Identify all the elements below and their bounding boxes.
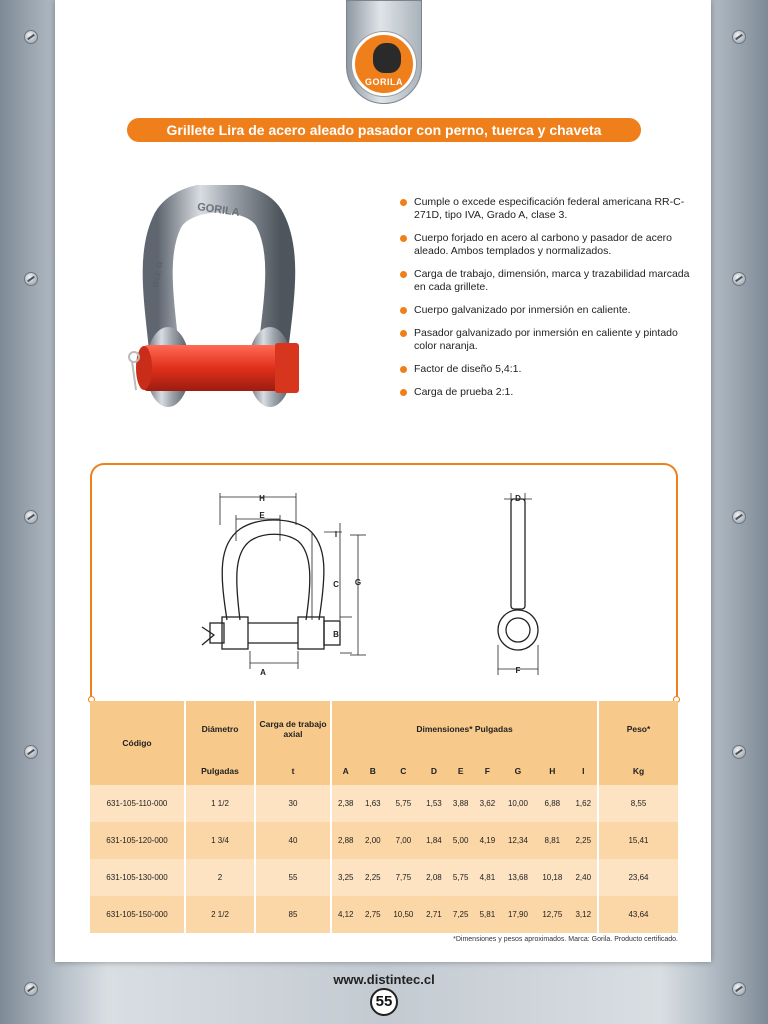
shackle-side-mark: WLL 4t (150, 260, 165, 289)
cell-dim: 1,63 (359, 785, 386, 822)
cell-dim: 2,40 (570, 859, 598, 896)
cell-peso: 43,64 (598, 896, 678, 933)
table-row (90, 822, 678, 859)
cell-dim: 2,00 (359, 822, 386, 859)
dim-label-a: A (260, 668, 266, 677)
table-row (90, 785, 678, 822)
col-header-carga: Carga de trabajo axial (255, 701, 331, 757)
screw-icon (732, 272, 746, 286)
cell-carga: 55 (255, 859, 331, 896)
dim-label-b: B (333, 630, 339, 639)
dim-label-f: F (515, 666, 521, 675)
cell-diametro: 2 (185, 859, 255, 896)
cell-dim: 5,75 (447, 859, 474, 896)
col-header-peso: Peso* (598, 701, 678, 757)
website-url[interactable]: www.distintec.cl (333, 972, 435, 987)
specs-table (90, 701, 678, 933)
feature-item: Cuerpo galvanizado por inmersión en caliente. (400, 304, 690, 317)
bullet-icon (400, 235, 407, 242)
bullet-icon (400, 307, 407, 314)
cell-dim: 2,71 (421, 896, 448, 933)
dim-header: G (501, 757, 535, 785)
table-row (90, 859, 678, 896)
cell-dim: 7,00 (386, 822, 420, 859)
feature-item: Carga de trabajo, dimensión, marca y trazabilidad marcada en cada grillete. (400, 268, 690, 294)
cell-dim: 2,25 (359, 859, 386, 896)
feature-list (400, 196, 690, 409)
dim-header: B (359, 757, 386, 785)
dim-header: E (447, 757, 474, 785)
dim-label-e: E (259, 511, 265, 520)
table-row (90, 896, 678, 933)
col-header-dimensiones: Dimensiones* Pulgadas (331, 701, 598, 757)
shackle-body-mark: GORILA (196, 201, 241, 219)
bullet-icon (400, 330, 407, 337)
cell-dim: 10,50 (386, 896, 420, 933)
cell-dim: 2,08 (421, 859, 448, 896)
cell-codigo: 631-105-120-000 (90, 822, 185, 859)
screw-icon (24, 30, 38, 44)
dim-header: H (535, 757, 569, 785)
dim-header: C (386, 757, 420, 785)
cell-peso: 8,55 (598, 785, 678, 822)
cell-dim: 12,34 (501, 822, 535, 859)
cell-dim: 6,88 (535, 785, 569, 822)
brand-logo (352, 32, 416, 96)
bullet-icon (400, 366, 407, 373)
cell-codigo: 631-105-130-000 (90, 859, 185, 896)
dimension-diagram (90, 465, 678, 699)
screw-icon (24, 745, 38, 759)
cell-diametro: 1 3/4 (185, 822, 255, 859)
dim-label-c: C (333, 580, 339, 589)
cell-dim: 4,81 (474, 859, 501, 896)
dim-label-d: D (515, 494, 521, 503)
feature-item: Factor de diseño 5,4:1. (400, 363, 690, 376)
dim-header: D (421, 757, 448, 785)
cell-carga: 85 (255, 896, 331, 933)
cell-dim: 2,88 (331, 822, 359, 859)
cell-peso: 23,64 (598, 859, 678, 896)
logo-text: GORILA (365, 77, 403, 87)
dim-header: I (570, 757, 598, 785)
cell-dim: 13,68 (501, 859, 535, 896)
screw-icon (732, 745, 746, 759)
unit-pulgadas: Pulgadas (185, 757, 255, 785)
cell-dim: 5,00 (447, 822, 474, 859)
dim-header: F (474, 757, 501, 785)
cell-diametro: 1 1/2 (185, 785, 255, 822)
cell-diametro: 2 1/2 (185, 896, 255, 933)
cell-dim: 2,38 (331, 785, 359, 822)
cell-dim: 7,25 (447, 896, 474, 933)
cell-dim: 10,18 (535, 859, 569, 896)
page-title: Grillete Lira de acero aleado pasador con perno, tuerca y chaveta (127, 118, 641, 142)
cell-carga: 40 (255, 822, 331, 859)
page-number: 55 (370, 988, 398, 1016)
cell-codigo: 631-105-110-000 (90, 785, 185, 822)
bullet-icon (400, 271, 407, 278)
col-header-diametro: Diámetro (185, 701, 255, 757)
cell-dim: 1,53 (421, 785, 448, 822)
cell-dim: 2,25 (570, 822, 598, 859)
cell-dim: 3,25 (331, 859, 359, 896)
cell-dim: 17,90 (501, 896, 535, 933)
dim-label-i: I (334, 530, 338, 539)
bullet-icon (400, 389, 407, 396)
bullet-icon (400, 199, 407, 206)
screw-icon (732, 510, 746, 524)
cell-dim: 4,12 (331, 896, 359, 933)
cell-dim: 12,75 (535, 896, 569, 933)
shackle-product-image (120, 185, 315, 415)
screw-icon (24, 510, 38, 524)
cell-dim: 3,12 (570, 896, 598, 933)
cell-dim: 5,75 (386, 785, 420, 822)
cell-dim: 1,84 (421, 822, 448, 859)
dim-header: A (331, 757, 359, 785)
col-header-codigo: Código (90, 701, 185, 785)
cell-dim: 3,88 (447, 785, 474, 822)
cell-dim: 1,62 (570, 785, 598, 822)
dim-label-g: G (354, 578, 362, 587)
cell-dim: 5,81 (474, 896, 501, 933)
feature-item: Cuerpo forjado en acero al carbono y pasador de acero aleado. Ambos templados y normalizados. (400, 232, 690, 258)
cell-dim: 10,00 (501, 785, 535, 822)
feature-item: Cumple o excede especificación federal americana RR-C-271D, tipo IVA, Grado A, clase 3. (400, 196, 690, 222)
cell-dim: 2,75 (359, 896, 386, 933)
unit-t: t (255, 757, 331, 785)
cell-dim: 8,81 (535, 822, 569, 859)
screw-icon (732, 30, 746, 44)
cell-dim: 3,62 (474, 785, 501, 822)
feature-item: Pasador galvanizado por inmersión en caliente y pintado color naranja. (400, 327, 690, 353)
dim-label-h: H (259, 494, 265, 503)
feature-item: Carga de prueba 2:1. (400, 386, 690, 399)
cell-dim: 7,75 (386, 859, 420, 896)
unit-kg: Kg (598, 757, 678, 785)
cell-dim: 4,19 (474, 822, 501, 859)
footnote: *Dimensiones y pesos aproximados. Marca: Gorila. Producto certificado. (453, 936, 678, 943)
gorilla-icon (373, 43, 401, 73)
cell-carga: 30 (255, 785, 331, 822)
cell-codigo: 631-105-150-000 (90, 896, 185, 933)
cell-peso: 15,41 (598, 822, 678, 859)
screw-icon (24, 272, 38, 286)
